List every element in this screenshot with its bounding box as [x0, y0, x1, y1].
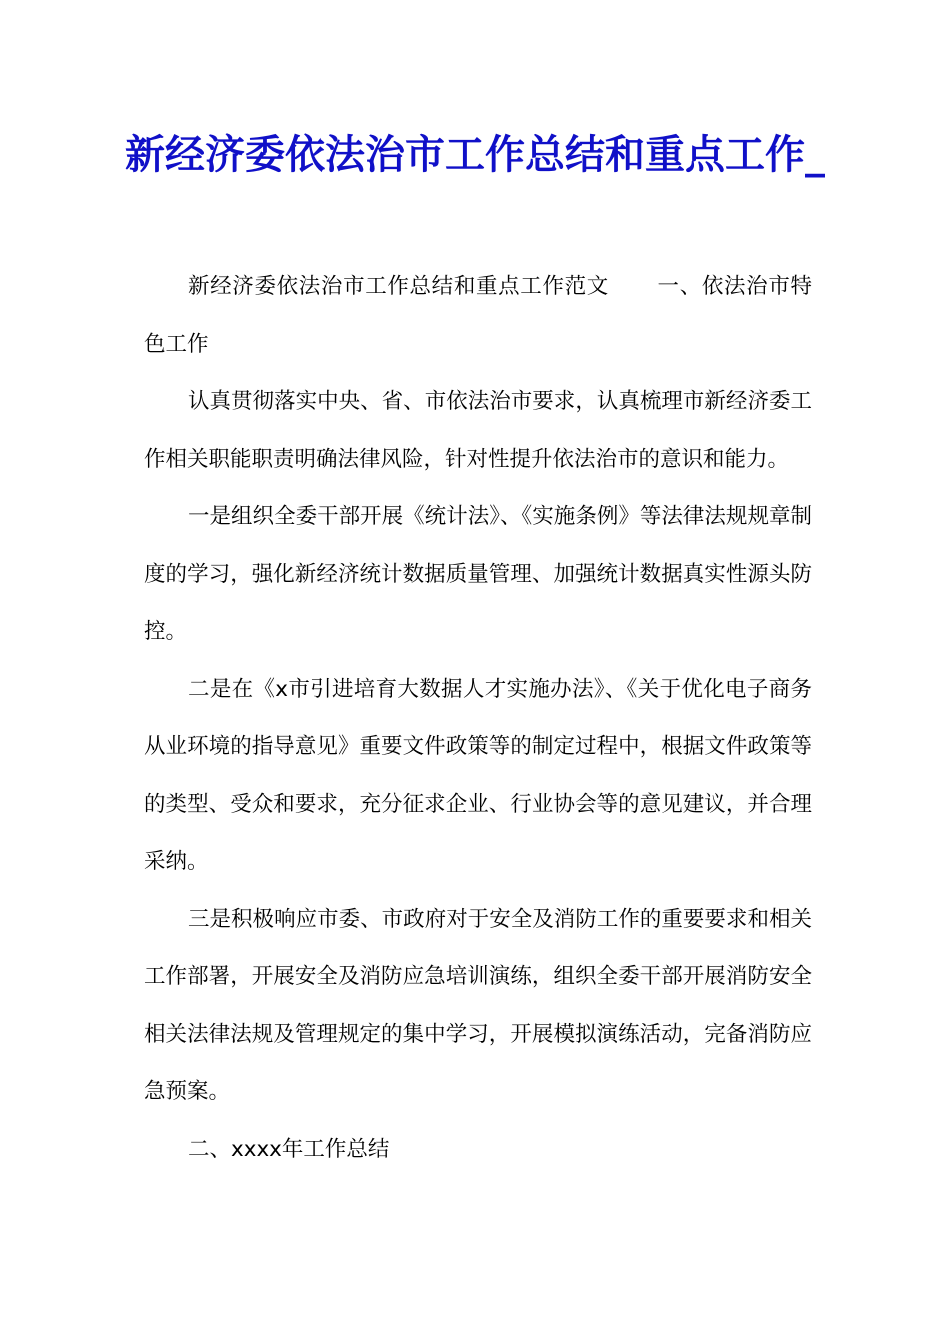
intro-heading: 一、依法治市特色工作: [144, 274, 812, 357]
intro-lead: 新经济委依法治市工作总结和重点工作范文: [188, 274, 609, 299]
document-body: [144, 258, 812, 1178]
paragraph-4: 三是积极响应市委、市政府对于安全及消防工作的重要要求和相关工作部署，开展安全及消防应急培训演练，组织全委干部开展消防安全相关法律法规及管理规定的集中学习，开展模拟演练活动，完备消防应急预案。: [144, 906, 812, 1104]
intro-paragraph: [144, 258, 812, 373]
paragraph-2: 一是组织全委干部开展《统计法》、《实施条例》等法律法规规章制度的学习，强化新经济统计数据质量管理、加强统计数据真实性源头防控。: [144, 504, 812, 644]
section-heading-2: 二、xxxx年工作总结: [188, 1136, 390, 1162]
document-title: 新经济委依法治市工作总结和重点工作_: [125, 131, 825, 178]
paragraph-3: 二是在《x市引进培育大数据人才实施办法》、《关于优化电子商务从业环境的指导意见》重要文件政策等的制定过程中，根据文件政策等的类型、受众和要求，充分征求企业、行业协会等的意见建议，并合理采纳。: [144, 676, 812, 874]
paragraph-1: 认真贯彻落实中央、省、市依法治市要求，认真梳理市新经济委工作相关职能职责明确法律风险，针对性提升依法治市的意识和能力。: [144, 389, 812, 472]
